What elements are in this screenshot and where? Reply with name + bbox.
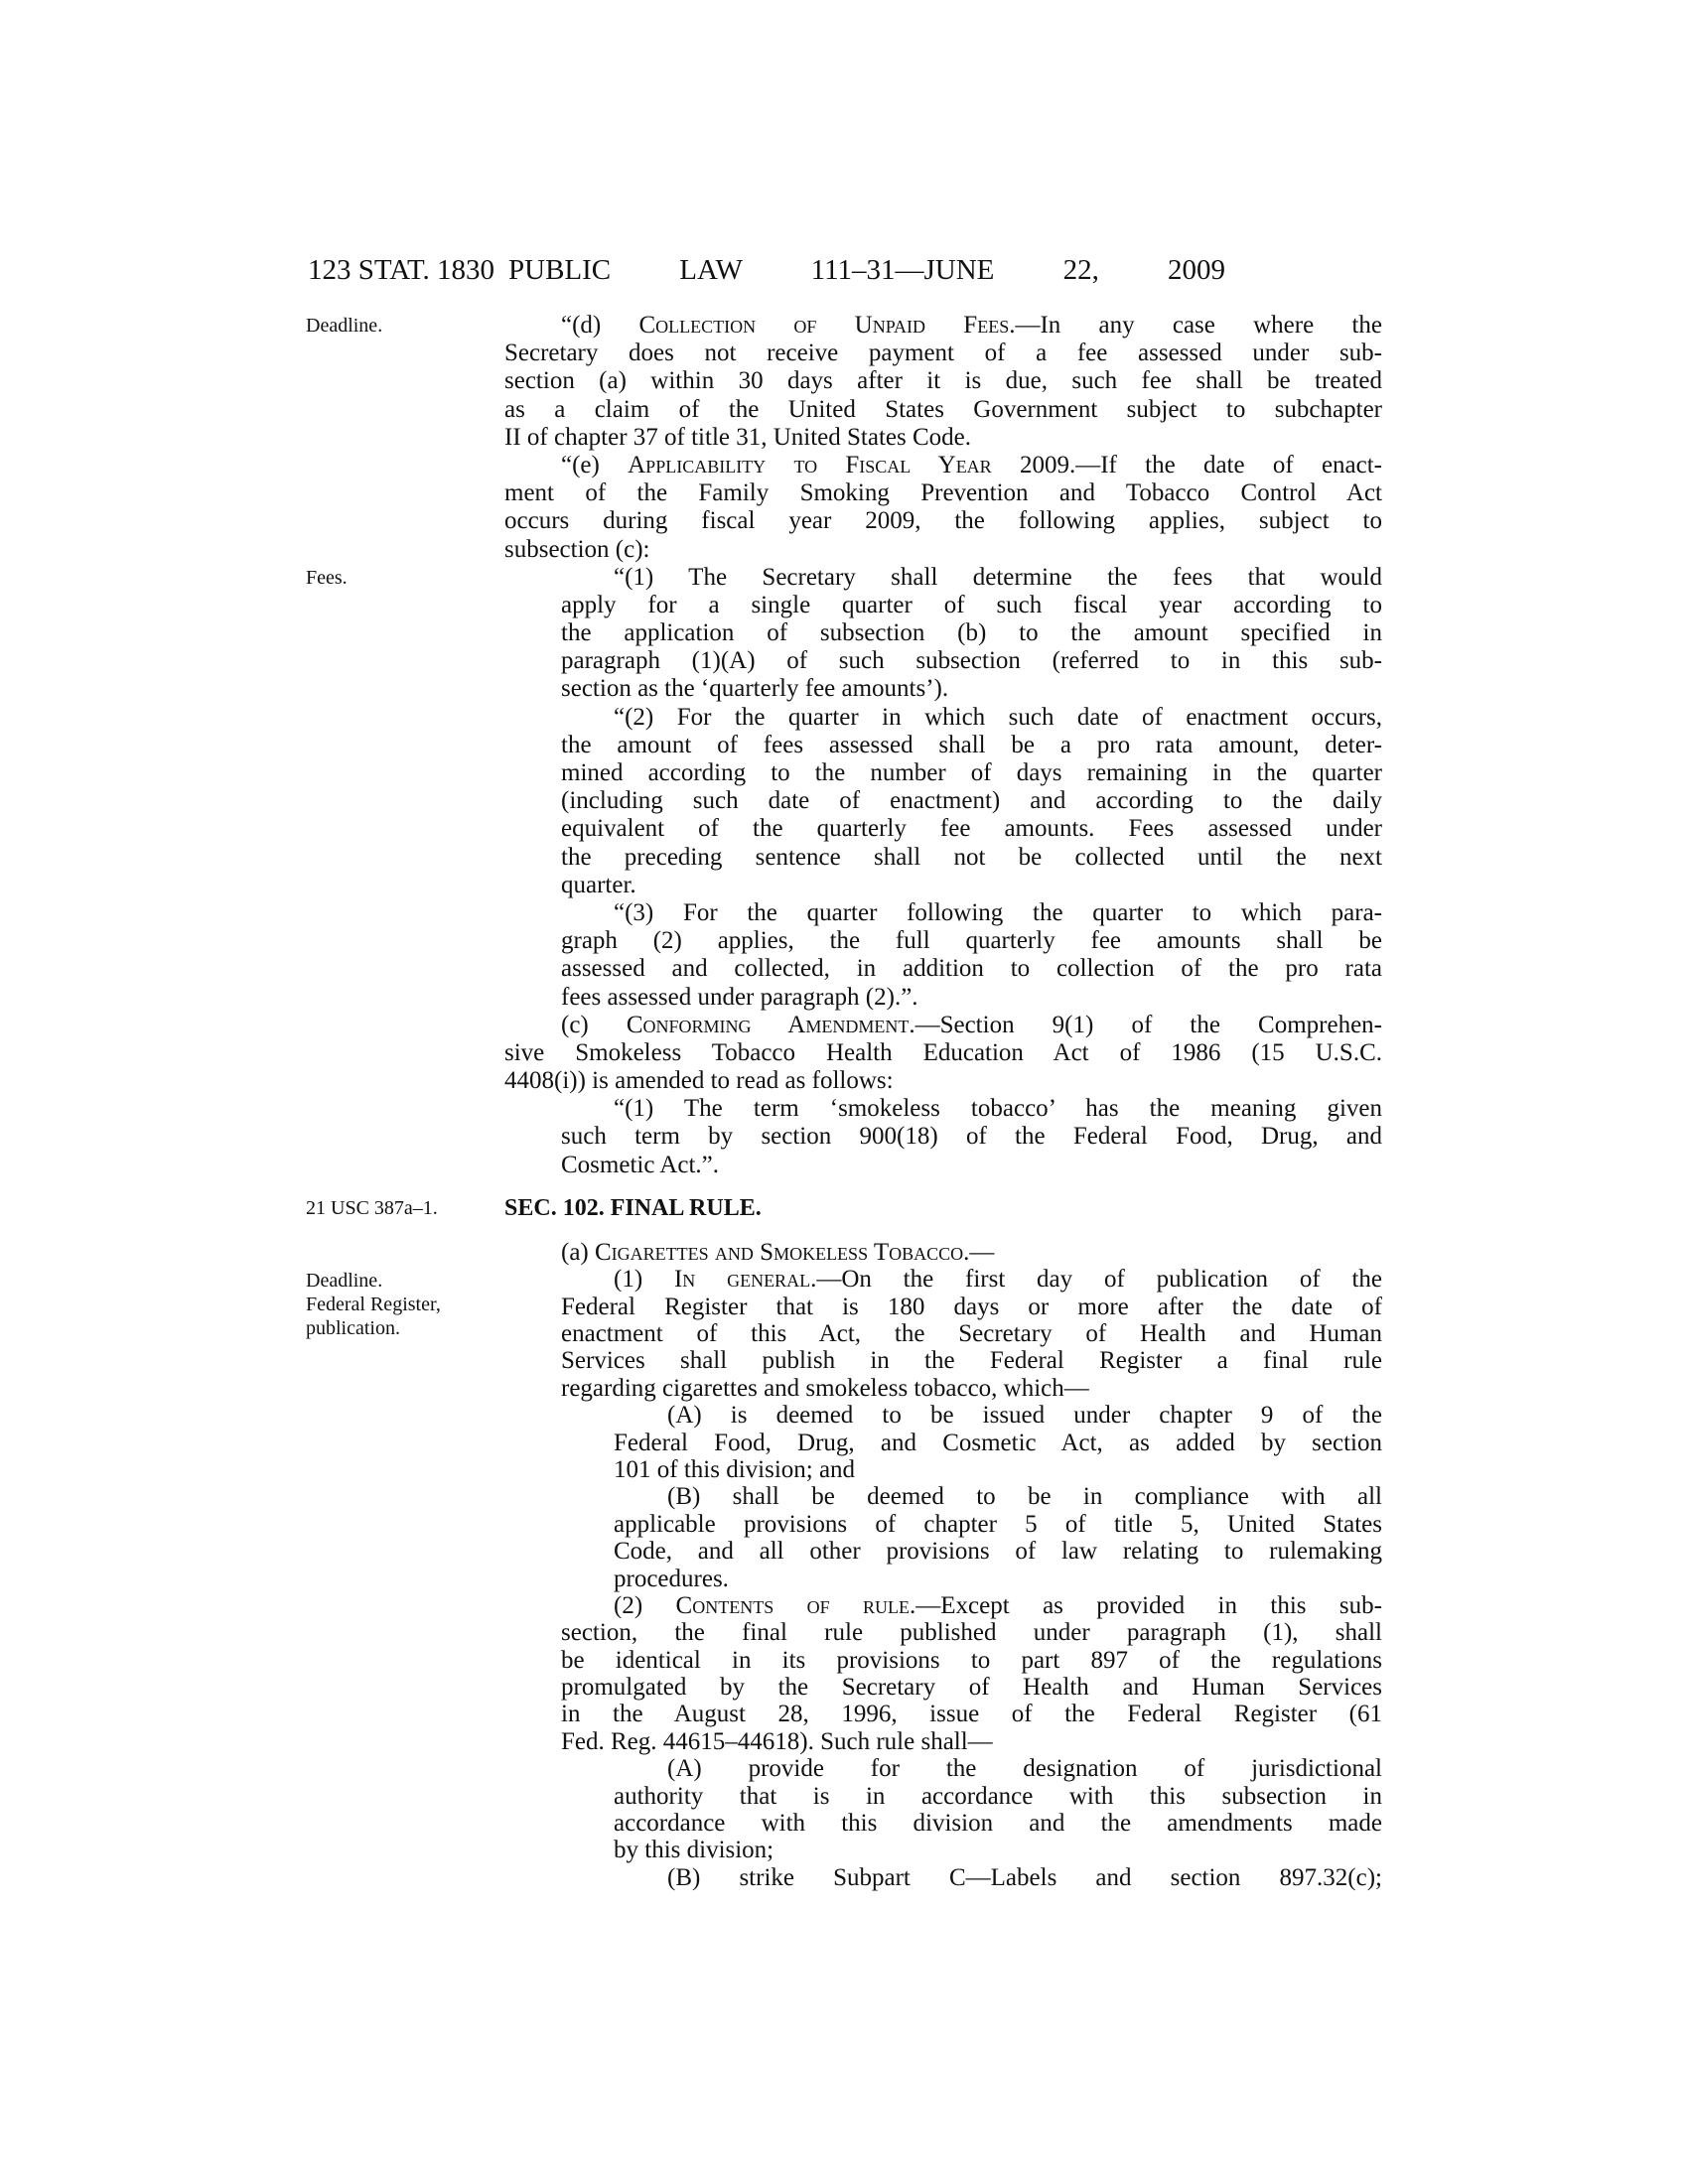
running-head-title: PUBLIC LAW 111–31—JUNE 22, 2009 (508, 254, 1225, 286)
text-line (504, 984, 1382, 1012)
text-segment: II of chapter 37 of title 31, United States Code. (504, 423, 972, 451)
text-line (504, 1123, 1382, 1151)
text-line (504, 1674, 1382, 1701)
text-segment: .—Section 9(1) of the Comprehen- (909, 1011, 1382, 1038)
text-segment: such term by section 900(18) of the Federal Food, Drug, and (561, 1123, 1382, 1151)
text-segment: fees assessed under paragraph (2).”. (561, 983, 918, 1011)
text-line (504, 1402, 1382, 1429)
text-line (504, 592, 1382, 619)
text-line (504, 1728, 1382, 1755)
text-segment: as a claim of the United States Government subject to subchapter (504, 395, 1382, 423)
text-segment: authority that is in accordance with this subsection in (614, 1782, 1382, 1810)
text-line (504, 1456, 1382, 1483)
small-caps-heading: Contents of rule (675, 1591, 911, 1619)
text-segment: be identical in its provisions to part 897 of the regulations (561, 1646, 1382, 1674)
text-line (504, 312, 1382, 340)
text-line (504, 1592, 1382, 1619)
text-segment: .—On the first day of publication of the (810, 1266, 1382, 1294)
text-line (504, 732, 1382, 759)
text-line (504, 1239, 1382, 1266)
text-segment: (B) shall be deemed to be in compliance with all (667, 1483, 1382, 1511)
small-caps-heading: Cigarettes and Smokeless Tobacco (595, 1238, 964, 1266)
text-segment: Fed. Reg. 44615–44618). Such rule shall— (561, 1727, 993, 1755)
text-segment: apply for a single quarter of such fiscal year according to (561, 591, 1382, 618)
text-line (504, 1152, 1382, 1179)
section-102-final-rule (504, 1239, 1382, 1891)
text-segment: section (a) within 30 days after it is due, such fee shall be treated (504, 367, 1382, 395)
text-line (504, 1538, 1382, 1565)
text-line (504, 1483, 1382, 1510)
text-segment: Cosmetic Act.”. (561, 1151, 719, 1178)
text-segment: .—If the date of enact- (1068, 451, 1382, 478)
text-line (504, 1320, 1382, 1347)
text-line (504, 704, 1382, 732)
text-segment: “(3) For the quarter following the quarter to which para- (614, 898, 1382, 926)
text-segment: the amount of fees assessed shall be a pro rata amount, deter- (561, 731, 1382, 758)
text-segment: procedures. (614, 1565, 729, 1592)
text-segment: Secretary does not receive payment of a fee assessed under sub- (504, 340, 1382, 367)
margin-note-federal-register: Federal Register, (306, 1294, 441, 1315)
text-segment: (1) (614, 1266, 674, 1294)
text-segment: quarter. (561, 871, 636, 898)
text-line (504, 619, 1382, 647)
text-segment: (2) (614, 1591, 676, 1619)
text-line (504, 1566, 1382, 1592)
text-line (504, 1647, 1382, 1674)
text-line (504, 759, 1382, 787)
text-segment: Services shall publish in the Federal Register a final rule (561, 1347, 1382, 1375)
text-line (504, 955, 1382, 983)
text-segment: enactment of this Act, the Secretary of Health and Human (561, 1319, 1382, 1347)
margin-note-publication: publication. (306, 1317, 400, 1339)
text-line (504, 1067, 1382, 1095)
small-caps-heading: In general (673, 1266, 811, 1294)
text-line (504, 1701, 1382, 1727)
text-line (504, 452, 1382, 479)
text-line (504, 1294, 1382, 1320)
text-segment: (a) (561, 1238, 595, 1266)
text-line (504, 927, 1382, 955)
text-line (504, 1783, 1382, 1810)
paragraph (504, 452, 1382, 564)
paragraph (504, 312, 1382, 452)
text-segment: (A) is deemed to be issued under chapter 9 of the (667, 1402, 1382, 1430)
text-line (504, 367, 1382, 395)
text-line (504, 1012, 1382, 1039)
text-line (504, 675, 1382, 703)
text-segment: (A) provide for the designation of jurisdictional (667, 1755, 1382, 1783)
text-line (504, 1619, 1382, 1646)
section-heading: SEC. 102. FINAL RULE. (504, 1194, 762, 1221)
text-line (504, 815, 1382, 843)
text-segment: section, the final rule published under paragraph (1), shall (561, 1619, 1382, 1647)
paragraph (504, 564, 1382, 704)
text-line (504, 1755, 1382, 1782)
text-line (504, 479, 1382, 507)
text-segment: Federal Register that is 180 days or more after the date of (561, 1293, 1382, 1320)
text-segment: the preceding sentence shall not be collected until the next (561, 843, 1382, 871)
text-segment: Code, and all other provisions of law relating to rulemaking (614, 1538, 1382, 1566)
text-segment: Federal Food, Drug, and Cosmetic Act, as added by section (614, 1429, 1382, 1456)
text-segment: “(2) For the quarter in which such date of enactment occurs, (614, 703, 1382, 731)
text-segment: 4408(i)) is amended to read as follows: (504, 1067, 894, 1095)
paragraph (504, 1483, 1382, 1592)
text-segment: (including such date of enactment) and according to the daily (561, 787, 1382, 815)
text-segment: .—In any case where the (1009, 312, 1382, 339)
text-line (504, 1347, 1382, 1374)
text-line (504, 424, 1382, 452)
text-segment: “(e) (561, 451, 629, 478)
text-line (504, 1810, 1382, 1837)
margin-note-usc-citation: 21 USC 387a–1. (306, 1197, 438, 1219)
margin-note-deadline-2: Deadline. (306, 1270, 383, 1292)
text-line (504, 1430, 1382, 1456)
paragraph (504, 1755, 1382, 1864)
text-segment: sive Smokeless Tobacco Health Education Act of 1986 (15 U.S.C. (504, 1038, 1382, 1066)
text-line (504, 1375, 1382, 1402)
text-segment: the application of subsection (b) to the amount specified in (561, 619, 1382, 647)
paragraph (504, 1402, 1382, 1483)
paragraph (504, 1864, 1382, 1891)
paragraph (504, 704, 1382, 899)
text-segment: .—Except as provided in this sub- (910, 1591, 1382, 1619)
text-line (504, 844, 1382, 872)
text-segment: (B) strike Subpart C—Labels and section 897.32(c); (667, 1863, 1382, 1891)
text-line (504, 564, 1382, 592)
text-segment: paragraph (1)(A) of such subsection (referred to in this sub- (561, 647, 1382, 675)
paragraph (504, 1239, 1382, 1266)
text-segment: section as the ‘quarterly fee amounts’). (561, 675, 949, 703)
text-line (504, 787, 1382, 815)
paragraph (504, 1012, 1382, 1096)
text-segment: subsection (c): (504, 535, 650, 563)
small-caps-heading: Conforming Amendment (626, 1011, 910, 1038)
text-line (504, 1837, 1382, 1863)
text-line (504, 899, 1382, 927)
margin-note-deadline: Deadline. (306, 315, 383, 337)
text-segment: applicable provisions of chapter 5 of title 5, United States (614, 1510, 1382, 1538)
paragraph (504, 899, 1382, 1012)
paragraph (504, 1592, 1382, 1755)
text-segment: 101 of this division; and (614, 1455, 856, 1483)
text-line (504, 647, 1382, 675)
text-segment: promulgated by the Secretary of Health and Human Services (561, 1674, 1382, 1702)
text-segment: “(d) (561, 312, 639, 339)
paragraph (504, 1266, 1382, 1402)
text-segment: “(1) The term ‘smokeless tobacco’ has the meaning given (614, 1095, 1382, 1123)
statute-body (504, 312, 1382, 1891)
text-segment: assessed and collected, in addition to collection of the pro rata (561, 955, 1382, 983)
text-segment: by this division; (614, 1837, 774, 1864)
text-line (504, 536, 1382, 564)
text-segment: (c) (561, 1011, 627, 1038)
text-segment: “(1) The Secretary shall determine the fees that would (614, 563, 1382, 591)
paragraph (504, 1095, 1382, 1179)
text-line (504, 1864, 1382, 1891)
text-segment: in the August 28, 1996, issue of the Federal Register (61 (561, 1701, 1382, 1728)
text-line (504, 340, 1382, 367)
text-segment: accordance with this division and the amendments made (614, 1810, 1382, 1838)
text-line (504, 1095, 1382, 1123)
text-segment: graph (2) applies, the full quarterly fee amounts shall be (561, 927, 1382, 955)
text-line (504, 507, 1382, 535)
small-caps-heading: Collection of Unpaid Fees (638, 312, 1010, 339)
text-segment: regarding cigarettes and smokeless tobacco, which— (561, 1374, 1089, 1402)
text-segment: equivalent of the quarterly fee amounts. Fees assessed under (561, 815, 1382, 843)
text-line (504, 1039, 1382, 1067)
text-line (504, 1511, 1382, 1538)
section-101-continuation (504, 312, 1382, 1179)
text-segment: ment of the Family Smoking Prevention and Tobacco Control Act (504, 479, 1382, 507)
text-segment: mined according to the number of days remaining in the quarter (561, 759, 1382, 786)
text-line (504, 1266, 1382, 1293)
text-line (504, 872, 1382, 899)
small-caps-heading: Applicability to Fiscal Year 2009 (628, 451, 1069, 478)
text-segment: occurs during fiscal year 2009, the following applies, subject to (504, 507, 1382, 535)
text-line (504, 396, 1382, 424)
margin-note-fees: Fees. (306, 567, 348, 589)
text-segment: .— (963, 1238, 995, 1266)
page-stat-citation: 123 STAT. 1830 (308, 254, 495, 286)
